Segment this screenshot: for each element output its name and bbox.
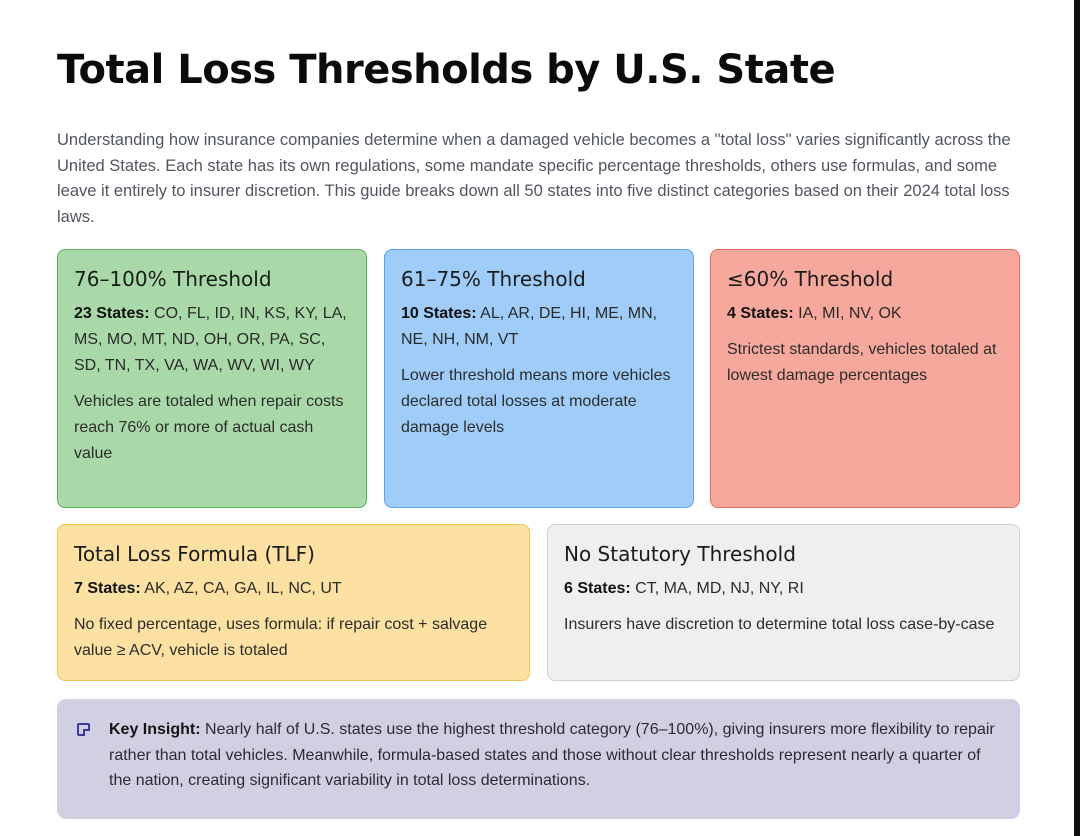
category-card-61-75 (384, 249, 694, 508)
key-insight-text: Nearly half of U.S. states use the highest threshold category (76–100%), giving insurers more flexibility to repair rather than total vehicles. Meanwhile, formula-based states and those without clear thresholds represent nearly a quarter of the nation, creating significant variability in total loss determinations. (109, 721, 995, 790)
page-title: Total Loss Thresholds by U.S. State (57, 47, 836, 93)
category-row-2 (57, 524, 1020, 681)
state-count: 4 States: (727, 305, 794, 322)
state-list: AL, AR, DE, HI, ME, MN, NE, NH, NM, VT (401, 305, 658, 348)
state-list: CO, FL, ID, IN, KS, KY, LA, MS, MO, MT, ND, OH, OR, PA, SC, SD, TN, TX, VA, WA, WV, WI, WY (74, 305, 347, 374)
category-states (74, 301, 350, 379)
category-title: No Statutory Threshold (564, 542, 796, 566)
category-states (401, 301, 677, 353)
category-row-1 (57, 249, 1020, 508)
state-count: 23 States: (74, 305, 150, 322)
article (57, 44, 1020, 790)
category-description: Lower threshold means more vehicles declared total losses at moderate damage levels (401, 367, 671, 436)
category-title: 61–75% Threshold (401, 267, 586, 291)
key-insight-label: Key Insight: (109, 721, 201, 738)
category-description: Vehicles are totaled when repair costs reach 76% or more of actual cash value (74, 393, 344, 462)
category-title: 76–100% Threshold (74, 267, 272, 291)
category-states (727, 301, 1003, 327)
intro-paragraph: Understanding how insurance companies determine when a damaged vehicle becomes a "total loss" varies significantly across the United States. Each state has its own regulations, some mandate specific percentage thresholds, others use formulas, and some leave it entirely to insurer discretion. This guide breaks down all 50 states into five distinct categories based on their 2024 total loss laws. (57, 131, 1011, 226)
state-count: 6 States: (564, 580, 631, 597)
category-title: Total Loss Formula (TLF) (74, 542, 315, 566)
right-edge-bar (1074, 0, 1080, 836)
note-icon (77, 723, 90, 736)
state-list: IA, MI, NV, OK (798, 305, 902, 322)
category-card-tlf (57, 524, 530, 681)
state-count: 7 States: (74, 580, 141, 597)
category-card-60-or-less (710, 249, 1020, 508)
category-card-no-threshold (547, 524, 1020, 681)
state-count: 10 States: (401, 305, 477, 322)
category-card-76-100 (57, 249, 367, 508)
key-insight-box (57, 699, 1020, 819)
category-description: No fixed percentage, uses formula: if repair cost + salvage value ≥ ACV, vehicle is totaled (74, 616, 488, 659)
category-description: Strictest standards, vehicles totaled at lowest damage percentages (727, 341, 997, 384)
state-list: CT, MA, MD, NJ, NY, RI (635, 580, 804, 597)
category-states (74, 576, 513, 602)
category-description: Insurers have discretion to determine total loss case-by-case (564, 616, 995, 633)
category-title: ≤60% Threshold (727, 267, 894, 291)
state-list: AK, AZ, CA, GA, IL, NC, UT (144, 580, 342, 597)
category-states (564, 576, 1003, 602)
